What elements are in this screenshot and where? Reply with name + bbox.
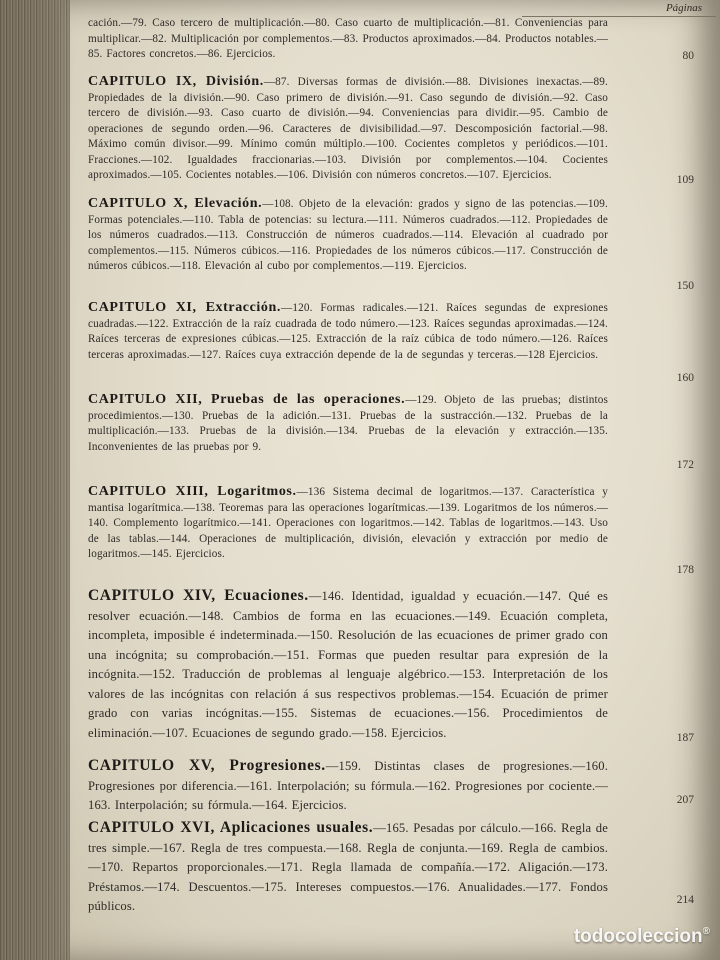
chapter-text: —136 Sistema decimal de logaritmos.—137. Característica y mantisa logarítmica.—138. Teoremas para las operaciones logarítmicas.—139. Logaritmos de los números.—140. Complemento logarítmico.—141. Operaciones con logaritmos.—142. Tablas de logaritmos.—143. Uso de las tablas.—144. Operaciones de multiplicación, división, elevación y extracción por medio de logaritmos.—145. Ejercicios. xyxy=(88,486,608,560)
chapter-page-number: 109 xyxy=(676,174,694,186)
chapter-page-number: 187 xyxy=(676,732,694,744)
chapter-page-number: 160 xyxy=(676,372,694,384)
intro-entry xyxy=(88,16,608,63)
chapter-entry-xiii xyxy=(88,484,608,563)
chapter-entry-xvi xyxy=(88,818,608,917)
chapter-entry-xii xyxy=(88,392,608,455)
chapter-text: —165. Pesadas por cálculo.—166. Regla de tres simple.—167. Regla de tres compuesta.—168. Regla de conjunta.—169. Regla de cambios.—170. Repartos proporcionales.—171. Regla llamada de compañía.—172. Aligación.—173. Préstamos.—174. Descuentos.—175. Intereses compuestos.—176. Anualidades.—177. Fondos públicos. xyxy=(88,821,608,913)
chapter-text: —87. Diversas formas de división.—88. Divisiones inexactas.—89. Propiedades de la división.—90. Caso primero de división.—91. Caso segundo de división.—92. Caso tercero de división.—93. Caso cuarto de división.—94. Conveniencias para dividir.—95. Cambio de operaciones de segundo orden.—96. Caracteres de divisibilidad.—97. Descomposición factorial.—98. Máximo común divisor.—99. Mínimo común múltiplo.—100. Cocientes completos y periódicos.—101. Fracciones.—102. Igualdades fraccionarias.—103. División por complementos.—104. Cocientes aproximados.—105. Cocientes notables.—106. División con números concretos.—107. Ejercicios. xyxy=(88,76,608,181)
chapter-page-number: 207 xyxy=(676,794,694,806)
chapter-entry-ix xyxy=(88,74,608,184)
chapter-entry-xv xyxy=(88,756,608,816)
chapter-heading: CAPITULO XI, Extracción. xyxy=(88,300,282,315)
chapter-page-number: 172 xyxy=(676,459,694,471)
chapter-text: —108. Objeto de la elevación: grados y signo de las potencias.—109. Formas potenciales.—110. Tabla de potencias: su lectura.—111. Números cuadrados.—112. Propiedades de los números cuadrados.—113. Construcción de números cuadrados.—114. Elevación al cuadrado por complementos.—115. Números cúbicos.—116. Propiedades de los números cúbicos.—117. Construcción de números cúbicos.—118. Elevación al cubo por complementos.—119. Ejercicios. xyxy=(88,198,608,272)
intro-page-number: 80 xyxy=(682,50,694,62)
chapter-heading: CAPITULO XV, Progresiones. xyxy=(88,757,326,774)
chapter-heading: CAPITULO XVI, Aplicaciones usuales. xyxy=(88,819,374,836)
watermark-logo: todocoleccion® xyxy=(573,926,710,947)
chapter-entry-xiv xyxy=(88,586,608,743)
intro-text: cación.—79. Caso tercero de multiplicación.—80. Caso cuarto de multiplicación.—81. Conveniencias para multiplicar.—82. Multiplicación por complementos.—83. Productos aproximados.—84. Productos notables.—85. Factores concretos.—86. Ejercicios. xyxy=(88,17,608,60)
chapter-page-number: 178 xyxy=(676,564,694,576)
chapter-text: —159. Distintas clases de progresiones.—160. Progresiones por diferencia.—161. Interpolación; su fórmula.—162. Progresiones por cociente.—163. Interpolación; su fórmula.—164. Ejercicios. xyxy=(88,759,608,812)
chapter-entry-x xyxy=(88,196,608,275)
chapter-text: —120. Formas radicales.—121. Raíces segundas de expresiones cuadradas.—122. Extracción de la raíz cuadrada de todo número.—123. Raíces segundas aproximadas.—124. Raíces terceras de expresiones cúbicas.—125. Extracción de la raíz cúbica de todo número.—126. Raíces terceras aproximadas.—127. Raíces cuya extracción depende de la de segundas y terceras.—128 Ejercicios. xyxy=(88,302,608,361)
chapter-page-number: 214 xyxy=(676,894,694,906)
chapter-text: —129. Objeto de las pruebas; distintos procedimientos.—130. Pruebas de la adición.—131. Pruebas de la sustracción.—132. Pruebas de la multiplicación.—133. Pruebas de la división.—134. Pruebas de la elevación y extracción.—135. Inconvenientes de las pruebas por 9. xyxy=(88,394,608,453)
chapter-heading: CAPITULO XII, Pruebas de las operaciones. xyxy=(88,392,406,407)
page-edges xyxy=(0,0,70,960)
chapter-page-number: 150 xyxy=(676,280,694,292)
chapter-heading: CAPITULO XIV, Ecuaciones. xyxy=(88,587,309,604)
chapter-entry-xi xyxy=(88,300,608,363)
chapter-heading: CAPITULO XIII, Logaritmos. xyxy=(88,484,297,499)
chapter-text: —146. Identidad, igualdad y ecuación.—147. Qué es resolver ecuación.—148. Cambios de forma en las ecuaciones.—149. Ecuación completa, incompleta, imposible é indeterminada.—150. Resolución de las ecuaciones de primer grado con una incógnita; su comprobación.—151. Formas que pueden resultar para expresión de la incógnita.—152. Traducción de problemas al lenguaje algébrico.—153. Interpretación de los valores de las incógnitas con relación á sus respectivos problemas.—154. Ecuación de primer grado con varias incógnitas.—155. Sistemas de ecuaciones.—156. Procedimientos de eliminación.—107. Ecuaciones de segundo grado.—158. Ejercicios. xyxy=(88,589,608,740)
chapter-heading: CAPITULO IX, División. xyxy=(88,74,264,89)
running-header: Páginas xyxy=(522,0,716,17)
chapter-heading: CAPITULO X, Elevación. xyxy=(88,196,263,211)
